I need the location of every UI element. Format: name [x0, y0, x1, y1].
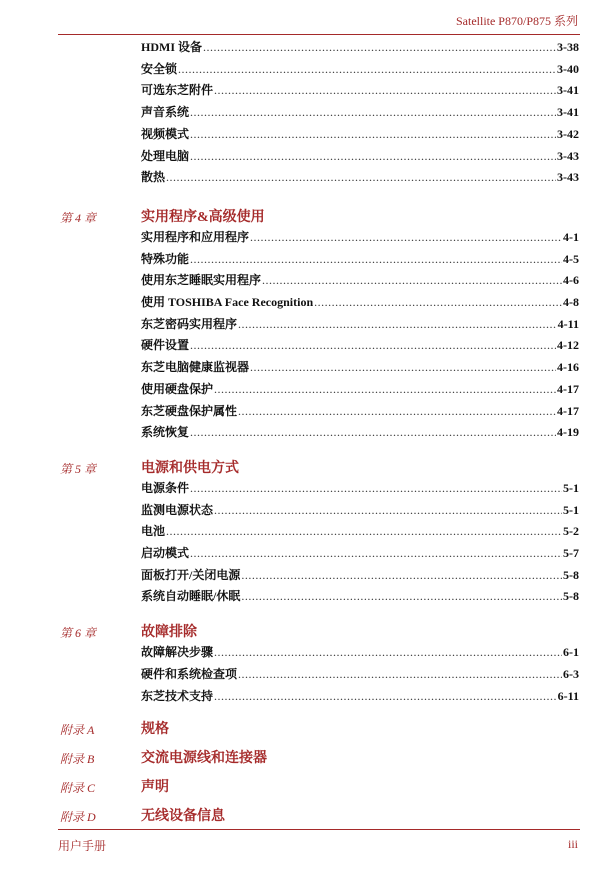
toc-entry-title: 东芝电脑健康监视器: [141, 360, 250, 375]
toc-entry-title: 安全锁: [141, 61, 178, 76]
toc-entry[interactable]: [141, 103, 579, 123]
toc-entry-page: 4-16: [557, 360, 579, 375]
toc-entry[interactable]: [141, 665, 579, 685]
appendix-title[interactable]: 交流电源线和连接器: [141, 751, 267, 767]
toc-entry-page: 4-6: [563, 273, 579, 288]
appendix-label: 附录 C: [60, 781, 96, 796]
footer-rule: [58, 829, 580, 830]
toc-entry-title: 故障解决步骤: [141, 645, 214, 660]
toc-entry-page: 5-2: [563, 524, 579, 539]
dot-leader: [214, 503, 562, 518]
dot-leader: [190, 105, 556, 120]
dot-leader: [250, 360, 556, 375]
dot-leader: [190, 425, 556, 440]
toc-entry[interactable]: [141, 402, 579, 422]
dot-leader: [214, 689, 557, 704]
toc-entry[interactable]: [141, 501, 579, 521]
toc-entry-title: 使用硬盘保护: [141, 381, 214, 396]
toc-entry-title: 实用程序和应用程序: [141, 229, 250, 244]
appendix-title[interactable]: 无线设备信息: [141, 809, 225, 825]
toc-entry-title: 硬件和系统检查项: [141, 666, 238, 681]
dot-leader: [238, 404, 556, 419]
toc-entry[interactable]: [141, 271, 579, 291]
dot-leader: [238, 667, 562, 682]
toc-entry-title: 声音系统: [141, 105, 190, 120]
toc-entry[interactable]: [141, 38, 579, 58]
toc-entry-title: 使用 TOSHIBA Face Recognition: [141, 295, 314, 309]
toc-entry-page: 3-43: [557, 148, 579, 163]
toc-entry[interactable]: [141, 60, 579, 80]
dot-leader: [314, 295, 562, 310]
toc-entry-page: 6-1: [563, 645, 579, 660]
dot-leader: [190, 481, 562, 496]
footer-manual-title: 用户手册: [58, 839, 107, 853]
toc-entry-title: 电池: [141, 524, 166, 539]
toc-entry[interactable]: [141, 687, 579, 707]
toc-entry[interactable]: [141, 81, 579, 101]
dot-leader: [190, 252, 562, 267]
toc-entry-page: 5-8: [563, 589, 579, 604]
toc-entry-title: 处理电脑: [141, 148, 190, 163]
dot-leader: [241, 568, 562, 583]
toc-entry[interactable]: [141, 315, 579, 335]
dot-leader: [166, 524, 562, 539]
toc-entry[interactable]: [141, 168, 579, 188]
toc-entry-page: 5-8: [563, 567, 579, 582]
appendix-title[interactable]: 声明: [141, 780, 169, 796]
toc-entry[interactable]: [141, 544, 579, 564]
toc-entry-page: 6-11: [557, 688, 579, 703]
dot-leader: [214, 83, 556, 98]
appendix-title[interactable]: 规格: [141, 722, 169, 738]
toc-entry-page: 3-40: [557, 61, 579, 76]
toc-entry-page: 4-17: [557, 381, 579, 396]
toc-entry-page: 4-11: [557, 316, 579, 331]
toc-entry-page: 4-17: [557, 403, 579, 418]
toc-entry-page: 3-41: [557, 83, 579, 98]
toc-entry[interactable]: [141, 293, 579, 313]
toc-entry-page: 3-38: [557, 40, 579, 54]
toc-entry-title: 系统自动睡眠/休眠: [141, 589, 241, 604]
toc-entry-title: HDMI 设备: [141, 40, 202, 54]
toc-entry-title: 使用东芝睡眠实用程序: [141, 273, 262, 288]
toc-entry-page: 3-43: [557, 170, 579, 185]
chapter-label: 第 6 章: [60, 626, 97, 641]
toc-entry-title: 硬件设置: [141, 338, 190, 353]
toc-entry[interactable]: [141, 358, 579, 378]
toc-entry-page: 5-7: [563, 546, 579, 560]
toc-entry[interactable]: [141, 380, 579, 400]
toc-entry[interactable]: [141, 587, 579, 607]
toc-entry-page: 4-8: [563, 295, 579, 309]
toc-entry-title: 启动模式: [141, 546, 190, 560]
toc-entry-page: 5-1: [563, 480, 579, 495]
toc-entry-page: 4-1: [563, 229, 579, 244]
toc-entry[interactable]: [141, 147, 579, 167]
dot-leader: [262, 273, 562, 288]
toc-entry[interactable]: [141, 250, 579, 270]
dot-leader: [241, 589, 562, 604]
header-rule: [58, 34, 580, 35]
toc-entry-title: 可选东芝附件: [141, 83, 214, 98]
dot-leader: [166, 170, 556, 185]
page-number: iii: [567, 837, 578, 851]
chapter-title[interactable]: 电源和供电方式: [141, 460, 239, 476]
toc-entry-title: 东芝密码实用程序: [141, 316, 238, 331]
appendix-label: 附录 D: [60, 810, 96, 825]
toc-entry-page: 6-3: [563, 666, 579, 681]
chapter-label: 第 4 章: [60, 210, 97, 225]
toc-entry[interactable]: [141, 336, 579, 356]
toc-entry[interactable]: [141, 566, 579, 586]
toc-entry-page: 4-19: [557, 425, 579, 440]
chapter-title[interactable]: 故障排除: [141, 625, 197, 641]
running-header: Satellite P870/P875 系列: [455, 14, 578, 28]
toc-entry-page: 3-42: [557, 126, 579, 141]
toc-entry-title: 电源条件: [141, 480, 190, 495]
dot-leader: [190, 338, 556, 353]
toc-entry-page: 3-41: [557, 105, 579, 120]
toc-entry-title: 视频模式: [141, 126, 190, 141]
toc-entry-page: 4-5: [563, 251, 579, 266]
dot-leader: [238, 317, 557, 332]
toc-entry[interactable]: [141, 125, 579, 145]
toc-entry[interactable]: [141, 423, 579, 443]
dot-leader: [190, 127, 556, 142]
appendix-label: 附录 B: [60, 752, 95, 767]
toc-entry-title: 面板打开/关闭电源: [141, 567, 241, 582]
dot-leader: [190, 546, 562, 561]
toc-entry-page: 4-12: [557, 338, 579, 353]
chapter-label: 第 5 章: [60, 461, 97, 476]
dot-leader: [190, 149, 556, 164]
dot-leader: [214, 382, 556, 397]
toc-entry[interactable]: [141, 522, 579, 542]
toc-entry-title: 散热: [141, 170, 166, 185]
dot-leader: [178, 62, 556, 77]
appendix-label: 附录 A: [60, 723, 95, 738]
toc-entry-page: 5-1: [563, 502, 579, 517]
toc-entry-title: 东芝硬盘保护属性: [141, 403, 238, 418]
chapter-title[interactable]: 实用程序&高级使用: [141, 209, 265, 225]
toc-entry[interactable]: [141, 228, 579, 248]
dot-leader: [214, 645, 562, 660]
dot-leader: [250, 230, 562, 245]
toc-entry-title: 东芝技术支持: [141, 688, 214, 703]
toc-entry-title: 监测电源状态: [141, 502, 214, 517]
toc-entry-title: 特殊功能: [141, 251, 190, 266]
dot-leader: [203, 40, 556, 55]
toc-entry[interactable]: [141, 643, 579, 663]
toc-entry-title: 系统恢复: [141, 425, 190, 440]
toc-entry[interactable]: [141, 479, 579, 499]
